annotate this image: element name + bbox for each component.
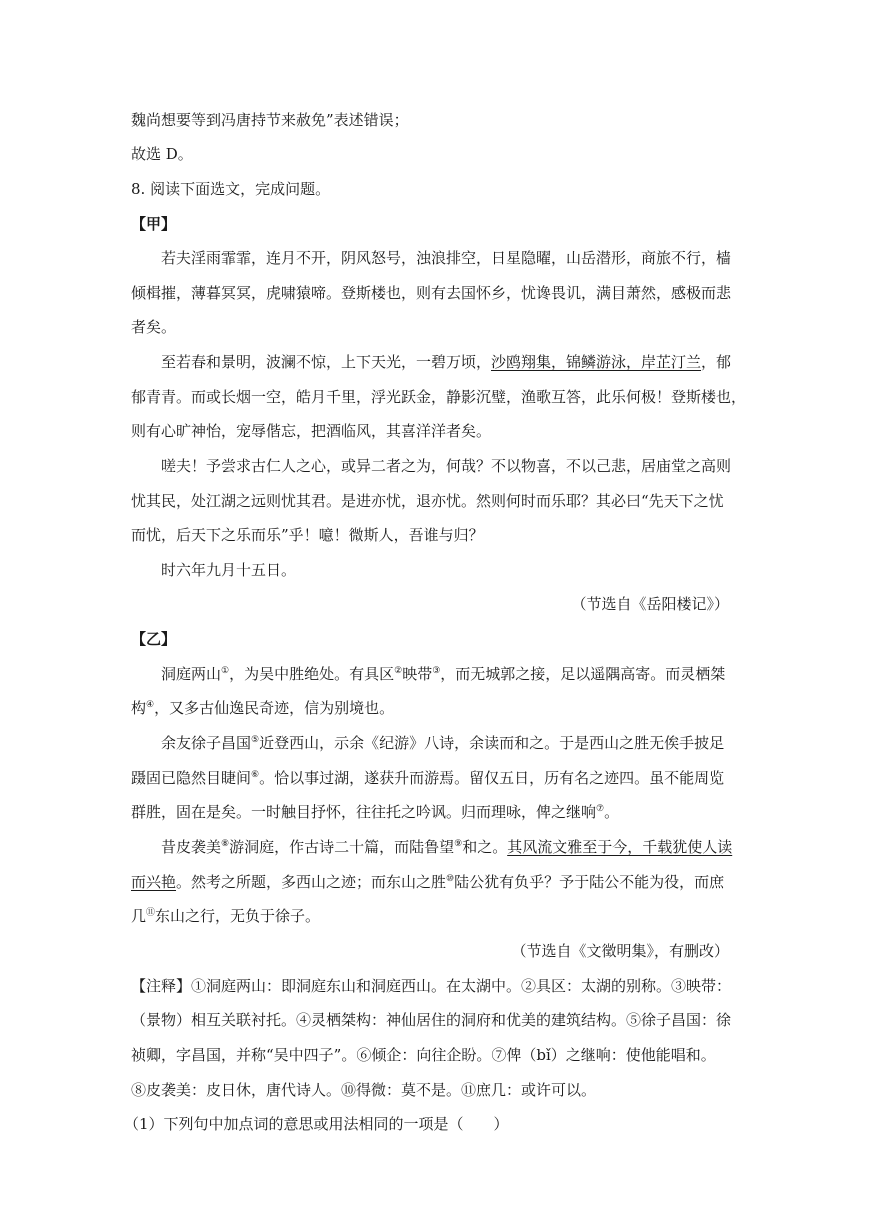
yi-p3-line-1: 昔皮袭美⑧游洞庭，作古诗二十篇，而陆鲁望⑨和之。其风流文雅至于今，千载犹使人读 — [161, 838, 733, 856]
subquestion-1: （1）下列句中加点词的意思或用法相同的一项是（ ） — [124, 1115, 509, 1133]
underlined-phrase: 沙鸥翔集，锦鳞游泳，岸芷汀兰 — [491, 353, 702, 371]
jia-p2-line-3: 则有心旷神怡，宠辱偕忘，把酒临风，其喜洋洋者矣。 — [131, 422, 492, 440]
yi-source: （节选自《文徵明集》，有删改） — [511, 942, 729, 960]
yi-p1-line-2: 构④，又多古仙逸民奇迹，信为别境也。 — [131, 699, 395, 717]
intro-line-1: 魏尚想要等到冯唐持节来赦免”表述错误； — [131, 111, 409, 129]
yi-p1-line-1: 洞庭两山①，为吴中胜绝处。有具区②映带③，而无城郭之接，足以遥隅高寄。而灵栖桀 — [161, 665, 726, 683]
footnote-mark: ④ — [146, 700, 155, 710]
yi-p3-line-2: 而兴艳。然考之所题，多西山之迹；而东山之胜⑩陆公犹有负乎？予于陆公不能为役，而庶 — [131, 873, 725, 891]
jia-p3-line-3: 而忧，后天下之乐而乐”乎！噫！微斯人，吾谁与归？ — [131, 526, 484, 544]
footnote-mark: ⑧ — [221, 839, 230, 849]
notes-line-3: 祯卿，字昌国，并称“吴中四子”。⑥倾企：向往企盼。⑦俾（bǐ）之继响：使他能唱和。 — [131, 1046, 716, 1064]
footnote-mark: ③ — [432, 666, 441, 676]
jia-p2-line-2: 郁青青。而或长烟一空，皓月千里，浮光跃金，静影沉璧，渔歌互答，此乐何极！登斯楼也， — [131, 388, 747, 406]
footnote-mark: ⑪ — [146, 908, 156, 918]
underlined-phrase: 其风流文雅至于今，千载犹使人读 — [507, 838, 733, 856]
footnote-mark: ⑦ — [596, 804, 605, 814]
jia-p1-line-2: 倾楫摧，薄暮冥冥，虎啸猿啼。登斯楼也，则有去国怀乡，忧谗畏讥，满目萧然，感极而悲 — [131, 284, 732, 302]
jia-date: 时六年九月十五日。 — [161, 561, 297, 579]
intro-line-2: 故选 D。 — [131, 145, 193, 163]
footnote-mark: ⑥ — [251, 770, 260, 780]
jia-p3-line-2: 忧其民，处江湖之远则忧其君。是进亦忧，退亦忧。然则何时而乐耶？其必曰“先天下之忧 — [131, 492, 724, 510]
section-yi-label: 【乙】 — [131, 630, 177, 648]
yi-p2-line-3: 群胜，固在是矣。一时触目抒怀，往往托之吟讽。归而理咏，俾之继响⑦。 — [131, 803, 620, 821]
footnote-mark: ⑩ — [446, 874, 455, 884]
yi-p2-line-2: 蹑固已隐然目睫间⑥。恰以事过湖，遂获升而游焉。留仅五日，历有名之迹四。虽不能周览 — [131, 769, 725, 787]
section-jia-label: 【甲】 — [131, 215, 177, 233]
jia-p1-line-1: 若夫淫雨霏霏，连月不开，阴风怒号，浊浪排空，日星隐曜，山岳潜形，商旅不行，樯 — [161, 249, 732, 267]
jia-source: （节选自《岳阳楼记》） — [571, 595, 729, 613]
yi-p3-line-3: 几⑪东山之行，无负于徐子。 — [131, 907, 321, 925]
notes-line-1: 【注释】①洞庭两山：即洞庭东山和洞庭西山。在太湖中。②具区：太湖的别称。③映带： — [131, 977, 732, 995]
jia-p3-line-1: 嗟夫！予尝求古仁人之心，或异二者之为，何哉？不以物喜，不以己悲，居庙堂之高则 — [161, 457, 732, 475]
yi-p2-line-1: 余友徐子昌国⑤近登西山，示余《纪游》八诗，余读而和之。于是西山之胜无俟手披足 — [161, 734, 725, 752]
footnote-mark: ① — [221, 666, 230, 676]
jia-p1-line-3: 者矣。 — [131, 318, 177, 336]
jia-p2-line-1: 至若春和景明，波澜不惊，上下天光，一碧万顷，沙鸥翔集，锦鳞游泳，岸芷汀兰，郁 — [161, 353, 732, 371]
notes-line-2: （景物）相互关联衬托。④灵栖桀构：神仙居住的洞府和优美的建筑结构。⑤徐子昌国：徐 — [131, 1011, 732, 1029]
notes-line-4: ⑧皮袭美：皮日休，唐代诗人。⑩得微：莫不是。⑪庶几：或许可以。 — [131, 1081, 597, 1099]
footnote-mark: ⑨ — [454, 839, 463, 849]
underlined-phrase: 而兴艳 — [131, 873, 177, 891]
footnote-mark: ② — [394, 666, 403, 676]
question-8: 8. 阅读下面选文，完成问题。 — [131, 180, 331, 198]
footnote-mark: ⑤ — [251, 735, 260, 745]
